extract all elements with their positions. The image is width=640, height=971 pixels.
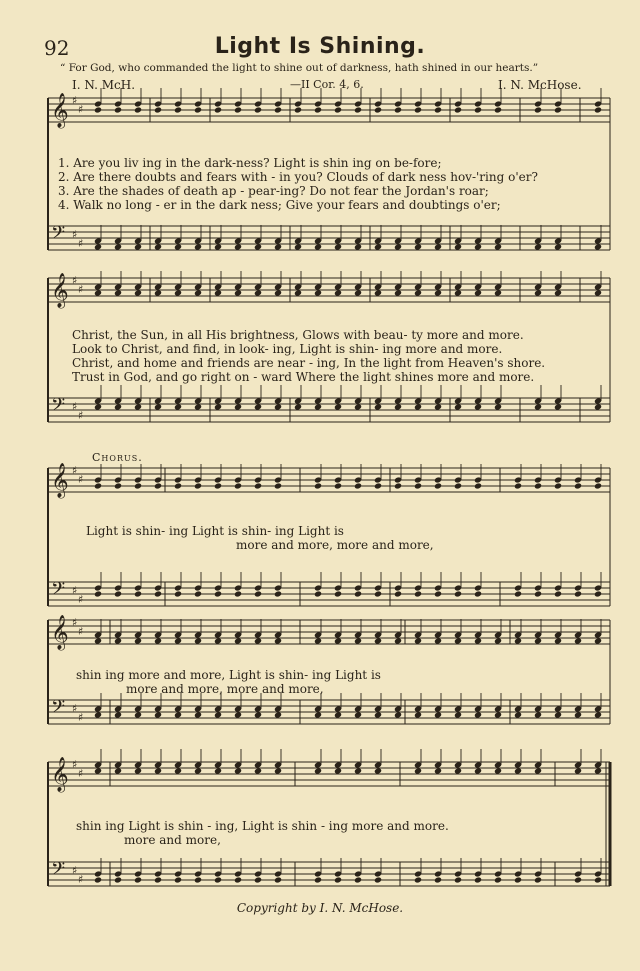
lyricist-credit: I. N. McH.: [72, 78, 136, 92]
note-head: [194, 711, 202, 718]
chorus-line-2-bottom: more and more, more and more,: [126, 682, 324, 696]
note-head: [434, 767, 442, 774]
verse-2-line-1: 2. Are there doubts and fears with - in you? Clouds of dark ness hov-'ring o'er?: [58, 170, 538, 184]
note-head: [194, 243, 202, 250]
note-head: [534, 637, 542, 644]
treble-clef-icon: 𝄞: [51, 273, 69, 308]
note-head: [494, 289, 502, 296]
note-head: [214, 289, 222, 296]
note-head: [134, 711, 142, 718]
note-head: [234, 590, 242, 597]
note-head: [334, 243, 342, 250]
note-head: [274, 637, 282, 644]
note-head: [134, 289, 142, 296]
sharp-icon: ♯: [78, 283, 84, 296]
note-head: [314, 403, 322, 410]
note-head: [494, 637, 502, 644]
note-head: [334, 711, 342, 718]
note-head: [234, 243, 242, 250]
composer-credit: I. N. McHose.: [498, 78, 582, 92]
treble-clef-icon: 𝄞: [51, 93, 69, 128]
note-head: [194, 403, 202, 410]
note-head: [234, 711, 242, 718]
note-head: [234, 637, 242, 644]
note-head: [534, 482, 542, 489]
note-head: [434, 876, 442, 883]
note-head: [454, 482, 462, 489]
note-head: [474, 637, 482, 644]
note-head: [514, 637, 522, 644]
note-head: [94, 289, 102, 296]
note-head: [594, 403, 602, 410]
bass-clef-icon: 𝄢: [51, 395, 66, 420]
note-head: [474, 590, 482, 597]
note-head: [574, 711, 582, 718]
note-head: [194, 767, 202, 774]
note-head: [454, 106, 462, 113]
note-head: [234, 403, 242, 410]
verse-3-line-2: Christ, and home and friends are near - ing, In the light from Heaven's shore.: [72, 356, 546, 370]
sharp-icon: ♯: [72, 228, 78, 241]
page-number: 92: [44, 36, 70, 60]
note-head: [354, 590, 362, 597]
sharp-icon: ♯: [78, 625, 84, 638]
note-head: [474, 106, 482, 113]
note-head: [194, 637, 202, 644]
note-head: [114, 711, 122, 718]
chorus-line-3-top: shin ing Light is shin - ing, Light is shin - ing more and more.: [76, 819, 449, 833]
note-head: [454, 243, 462, 250]
note-head: [374, 876, 382, 883]
note-head: [154, 106, 162, 113]
sharp-icon: ♯: [72, 758, 78, 771]
note-head: [574, 637, 582, 644]
note-head: [354, 876, 362, 883]
note-head: [114, 767, 122, 774]
note-head: [334, 876, 342, 883]
verse-2-line-2: Look to Christ, and find, in look- ing, Light is shin- ing more and more.: [72, 342, 503, 356]
note-head: [194, 876, 202, 883]
note-head: [114, 482, 122, 489]
note-head: [394, 403, 402, 410]
note-head: [314, 711, 322, 718]
note-head: [534, 106, 542, 113]
note-head: [354, 767, 362, 774]
note-head: [514, 711, 522, 718]
note-head: [254, 482, 262, 489]
sharp-icon: ♯: [78, 473, 84, 486]
note-head: [534, 289, 542, 296]
note-head: [534, 711, 542, 718]
note-head: [514, 876, 522, 883]
note-head: [114, 876, 122, 883]
note-head: [314, 767, 322, 774]
note-head: [154, 289, 162, 296]
note-head: [454, 711, 462, 718]
note-head: [314, 637, 322, 644]
note-head: [394, 106, 402, 113]
note-head: [94, 482, 102, 489]
note-head: [334, 106, 342, 113]
note-head: [114, 637, 122, 644]
note-head: [374, 767, 382, 774]
note-head: [294, 403, 302, 410]
sharp-icon: ♯: [72, 616, 78, 629]
note-head: [174, 876, 182, 883]
note-head: [274, 876, 282, 883]
note-head: [414, 106, 422, 113]
note-head: [474, 243, 482, 250]
note-head: [414, 289, 422, 296]
note-head: [174, 403, 182, 410]
note-head: [474, 289, 482, 296]
note-head: [254, 106, 262, 113]
note-head: [434, 403, 442, 410]
note-head: [254, 403, 262, 410]
note-head: [214, 590, 222, 597]
note-head: [234, 106, 242, 113]
note-head: [154, 711, 162, 718]
note-head: [454, 876, 462, 883]
note-head: [194, 590, 202, 597]
note-head: [134, 403, 142, 410]
note-head: [214, 767, 222, 774]
note-head: [234, 767, 242, 774]
note-head: [254, 289, 262, 296]
note-head: [154, 637, 162, 644]
chorus-line-1-bottom: more and more, more and more,: [236, 538, 434, 552]
note-head: [354, 403, 362, 410]
note-head: [214, 106, 222, 113]
note-head: [374, 590, 382, 597]
note-head: [434, 106, 442, 113]
note-head: [374, 289, 382, 296]
sharp-icon: ♯: [72, 464, 78, 477]
bass-clef-icon: 𝄢: [51, 579, 66, 604]
note-head: [454, 590, 462, 597]
note-head: [534, 767, 542, 774]
note-head: [294, 106, 302, 113]
note-head: [434, 243, 442, 250]
note-head: [594, 482, 602, 489]
note-head: [554, 637, 562, 644]
note-head: [454, 289, 462, 296]
note-head: [154, 403, 162, 410]
note-head: [214, 637, 222, 644]
note-head: [394, 243, 402, 250]
verse-3-line-1: 3. Are the shades of death ap - pear-ing? Do not fear the Jordan's roar;: [58, 184, 489, 198]
treble-clef-icon: 𝄞: [51, 615, 69, 650]
note-head: [154, 876, 162, 883]
note-head: [494, 243, 502, 250]
note-head: [254, 243, 262, 250]
note-head: [454, 637, 462, 644]
note-head: [414, 243, 422, 250]
note-head: [494, 767, 502, 774]
note-head: [274, 243, 282, 250]
note-head: [494, 403, 502, 410]
verse-4-line-2: Trust in God, and go right on - ward Where the light shines more and more.: [72, 370, 535, 384]
note-head: [114, 403, 122, 410]
chorus-line-2-top: shin ing more and more, Light is shin- ing Light is: [76, 668, 381, 682]
note-head: [394, 482, 402, 489]
note-head: [374, 482, 382, 489]
note-head: [474, 482, 482, 489]
note-head: [594, 243, 602, 250]
note-head: [354, 637, 362, 644]
note-head: [314, 590, 322, 597]
note-head: [334, 590, 342, 597]
note-head: [134, 637, 142, 644]
note-head: [174, 590, 182, 597]
note-head: [594, 767, 602, 774]
note-head: [414, 711, 422, 718]
note-head: [334, 289, 342, 296]
note-head: [514, 590, 522, 597]
chorus-line-1-top: Light is shin- ing Light is shin- ing Light is: [86, 524, 344, 538]
note-head: [254, 590, 262, 597]
note-head: [314, 876, 322, 883]
note-head: [554, 289, 562, 296]
note-head: [174, 637, 182, 644]
note-head: [414, 403, 422, 410]
note-head: [254, 876, 262, 883]
note-head: [414, 590, 422, 597]
note-head: [554, 106, 562, 113]
note-head: [594, 289, 602, 296]
note-head: [354, 243, 362, 250]
note-head: [214, 711, 222, 718]
note-head: [154, 767, 162, 774]
note-head: [114, 590, 122, 597]
note-head: [114, 243, 122, 250]
sharp-icon: ♯: [72, 400, 78, 413]
note-head: [194, 482, 202, 489]
note-head: [114, 106, 122, 113]
note-head: [514, 767, 522, 774]
note-head: [314, 243, 322, 250]
note-head: [94, 876, 102, 883]
note-head: [534, 590, 542, 597]
note-head: [454, 403, 462, 410]
note-head: [334, 637, 342, 644]
note-head: [494, 876, 502, 883]
note-head: [474, 876, 482, 883]
note-head: [374, 711, 382, 718]
verse-1-line-2: Christ, the Sun, in all His brightness, Glows with beau- ty more and more.: [72, 328, 524, 342]
note-head: [334, 482, 342, 489]
note-head: [434, 482, 442, 489]
note-head: [294, 289, 302, 296]
note-head: [594, 637, 602, 644]
note-head: [474, 767, 482, 774]
note-head: [414, 482, 422, 489]
note-head: [374, 243, 382, 250]
note-head: [234, 876, 242, 883]
note-head: [134, 876, 142, 883]
note-head: [354, 289, 362, 296]
sharp-icon: ♯: [78, 103, 84, 116]
note-head: [94, 243, 102, 250]
sharp-icon: ♯: [72, 864, 78, 877]
sharp-icon: ♯: [78, 711, 84, 724]
note-head: [434, 711, 442, 718]
note-head: [174, 243, 182, 250]
note-head: [314, 482, 322, 489]
note-head: [214, 876, 222, 883]
note-head: [334, 403, 342, 410]
sharp-icon: ♯: [78, 593, 84, 606]
note-head: [494, 106, 502, 113]
note-head: [574, 876, 582, 883]
note-head: [274, 403, 282, 410]
note-head: [174, 289, 182, 296]
note-head: [554, 243, 562, 250]
note-head: [174, 106, 182, 113]
note-head: [274, 106, 282, 113]
note-head: [154, 482, 162, 489]
note-head: [474, 403, 482, 410]
note-head: [274, 590, 282, 597]
note-head: [374, 637, 382, 644]
note-head: [134, 482, 142, 489]
note-head: [534, 243, 542, 250]
note-head: [254, 711, 262, 718]
note-head: [294, 243, 302, 250]
note-head: [194, 106, 202, 113]
note-head: [94, 403, 102, 410]
note-head: [374, 106, 382, 113]
note-head: [314, 289, 322, 296]
chorus-line-3-bottom: more and more,: [124, 833, 221, 847]
sharp-icon: ♯: [72, 702, 78, 715]
sharp-icon: ♯: [72, 94, 78, 107]
note-head: [134, 243, 142, 250]
note-head: [394, 289, 402, 296]
note-head: [554, 711, 562, 718]
note-head: [594, 106, 602, 113]
note-head: [154, 243, 162, 250]
treble-clef-icon: 𝄞: [51, 757, 69, 792]
note-head: [214, 403, 222, 410]
note-head: [534, 403, 542, 410]
note-head: [314, 106, 322, 113]
note-head: [414, 767, 422, 774]
note-head: [94, 711, 102, 718]
note-head: [434, 637, 442, 644]
note-head: [94, 590, 102, 597]
sharp-icon: ♯: [72, 274, 78, 287]
note-head: [254, 767, 262, 774]
scripture-epigraph: “ For God, who commanded the light to shine out of darkness, hath shined in our hearts.”: [60, 62, 539, 74]
note-head: [174, 482, 182, 489]
sharp-icon: ♯: [78, 237, 84, 250]
scripture-reference: —II Cor. 4, 6.: [290, 78, 364, 91]
note-head: [134, 590, 142, 597]
note-head: [134, 767, 142, 774]
note-head: [554, 482, 562, 489]
note-head: [374, 403, 382, 410]
note-head: [494, 711, 502, 718]
note-head: [554, 403, 562, 410]
note-head: [134, 106, 142, 113]
note-head: [254, 637, 262, 644]
note-head: [594, 711, 602, 718]
note-head: [474, 711, 482, 718]
note-head: [94, 767, 102, 774]
note-head: [394, 711, 402, 718]
note-head: [574, 590, 582, 597]
note-head: [174, 767, 182, 774]
note-head: [354, 482, 362, 489]
note-head: [454, 767, 462, 774]
sharp-icon: ♯: [78, 767, 84, 780]
note-head: [114, 289, 122, 296]
note-head: [434, 289, 442, 296]
note-head: [94, 637, 102, 644]
note-head: [594, 590, 602, 597]
note-head: [514, 482, 522, 489]
note-head: [574, 767, 582, 774]
verse-1-line-1: 1. Are you liv ing in the dark-ness? Light is shin ing on be-fore;: [58, 156, 442, 170]
note-head: [194, 289, 202, 296]
sharp-icon: ♯: [78, 409, 84, 422]
note-head: [94, 106, 102, 113]
note-head: [594, 876, 602, 883]
sharp-icon: ♯: [72, 584, 78, 597]
note-head: [434, 590, 442, 597]
sharp-icon: ♯: [78, 873, 84, 886]
note-head: [274, 289, 282, 296]
note-head: [174, 711, 182, 718]
note-head: [234, 482, 242, 489]
bass-clef-icon: 𝄢: [51, 859, 66, 884]
note-head: [554, 590, 562, 597]
note-head: [274, 767, 282, 774]
verse-4-line-1: 4. Walk no long - er in the dark ness; Give your fears and doubtings o'er;: [58, 198, 501, 212]
note-head: [394, 590, 402, 597]
note-head: [354, 711, 362, 718]
note-head: [394, 637, 402, 644]
note-head: [274, 711, 282, 718]
note-head: [414, 637, 422, 644]
note-head: [274, 482, 282, 489]
note-head: [354, 106, 362, 113]
note-head: [334, 767, 342, 774]
chorus-label: Chorus.: [92, 451, 143, 464]
treble-clef-icon: 𝄞: [51, 463, 69, 498]
hymn-title: Light Is Shining.: [214, 34, 426, 59]
note-head: [574, 482, 582, 489]
note-head: [214, 482, 222, 489]
note-head: [234, 289, 242, 296]
copyright-notice: Copyright by I. N. McHose.: [236, 901, 404, 915]
note-head: [154, 590, 162, 597]
note-head: [214, 243, 222, 250]
bass-clef-icon: 𝄢: [51, 223, 66, 248]
bass-clef-icon: 𝄢: [51, 697, 66, 722]
note-head: [414, 876, 422, 883]
note-head: [534, 876, 542, 883]
